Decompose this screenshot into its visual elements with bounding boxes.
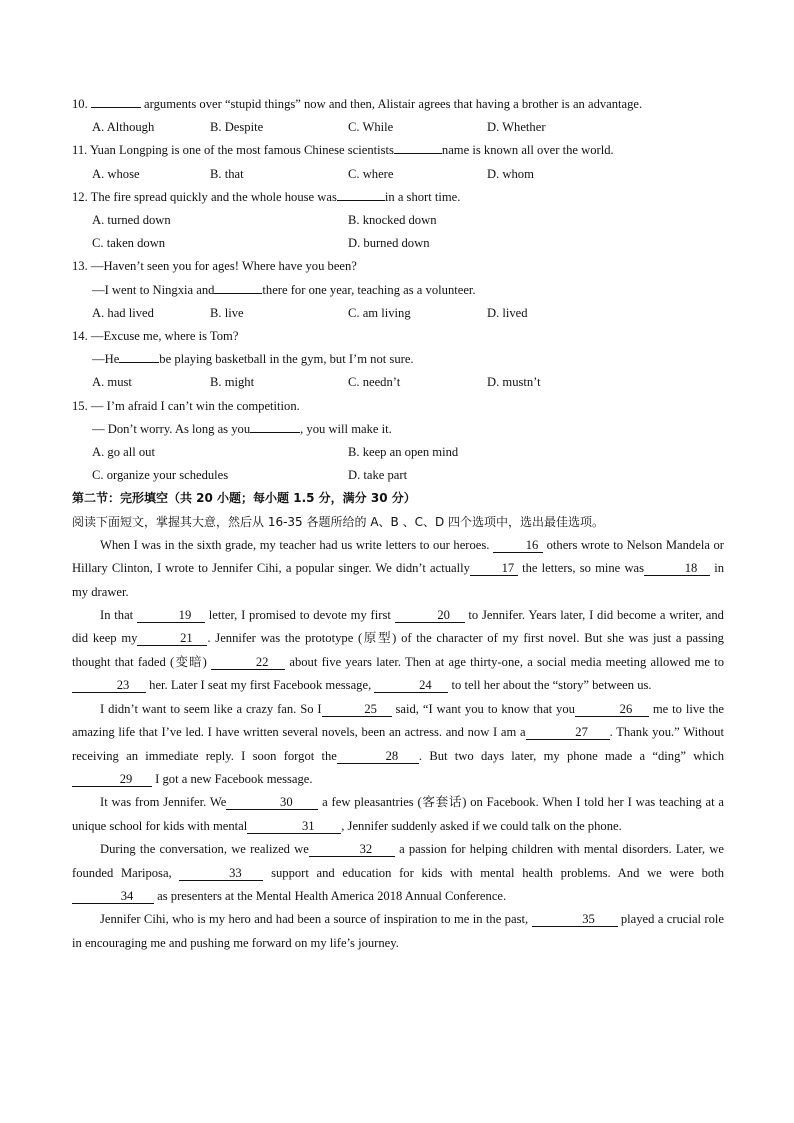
exam-page bbox=[72, 93, 724, 955]
option-a[interactable]: A. must bbox=[92, 375, 132, 390]
blank-22[interactable]: 22 bbox=[211, 655, 285, 670]
answer-blank[interactable] bbox=[214, 281, 262, 294]
blank-34[interactable]: 34 bbox=[72, 889, 154, 904]
blank-20[interactable]: 20 bbox=[395, 608, 465, 623]
option-d[interactable]: D. Whether bbox=[487, 120, 546, 135]
option-a[interactable]: A. had lived bbox=[92, 305, 154, 320]
passage-paragraph-6: Jennifer Cihi, who is my hero and had been a source of inspiration to me in the past, 35 played a crucial role in encouraging me and pushing me forward on my life’s journey. bbox=[72, 912, 725, 950]
option-b[interactable]: B. might bbox=[210, 375, 255, 390]
option-c[interactable]: C. organize your schedules bbox=[92, 468, 229, 483]
question-14: 14. —Excuse me, where is Tom? bbox=[72, 329, 239, 344]
blank-24[interactable]: 24 bbox=[374, 678, 448, 693]
question-text: 10. bbox=[72, 97, 91, 111]
answer-blank[interactable] bbox=[394, 141, 442, 154]
blank-21[interactable]: 21 bbox=[137, 631, 207, 646]
blank-32[interactable]: 32 bbox=[309, 842, 395, 857]
options-15-row2 bbox=[92, 464, 724, 487]
question-10 bbox=[72, 93, 724, 116]
question-text: —I went to Ningxia and bbox=[92, 282, 215, 297]
blank-35[interactable]: 35 bbox=[532, 912, 618, 927]
blank-30[interactable]: 30 bbox=[226, 795, 318, 810]
answer-blank[interactable] bbox=[91, 95, 141, 108]
blank-19[interactable]: 19 bbox=[137, 608, 205, 623]
option-a[interactable]: A. go all out bbox=[92, 445, 155, 460]
section-heading: 第二节：完形填空（共 20 小题；每小题 1.5 分，满分 30 分） bbox=[72, 491, 416, 506]
option-c[interactable]: C. where bbox=[348, 166, 394, 181]
question-text: name is known all over the world. bbox=[441, 143, 614, 158]
cloze-passage bbox=[72, 534, 724, 955]
question-11 bbox=[72, 139, 724, 162]
blank-26[interactable]: 26 bbox=[575, 702, 649, 717]
option-d[interactable]: D. mustn’t bbox=[487, 375, 541, 390]
question-text: , you will make it. bbox=[300, 421, 392, 436]
question-12 bbox=[72, 186, 724, 209]
option-b[interactable]: B. keep an open mind bbox=[348, 445, 459, 460]
option-d[interactable]: D. take part bbox=[348, 468, 408, 483]
question-text: be playing basketball in the gym, but I’m not sure. bbox=[159, 352, 414, 367]
options-12-row2 bbox=[92, 232, 724, 255]
blank-17[interactable]: 17 bbox=[470, 561, 518, 576]
blank-23[interactable]: 23 bbox=[72, 678, 146, 693]
answer-blank[interactable] bbox=[250, 420, 300, 433]
blank-25[interactable]: 25 bbox=[322, 702, 392, 717]
options-14 bbox=[92, 371, 724, 394]
options-10 bbox=[92, 116, 724, 139]
option-b[interactable]: B. Despite bbox=[210, 120, 264, 135]
option-b[interactable]: B. knocked down bbox=[348, 213, 437, 228]
question-15-reply bbox=[92, 418, 724, 441]
question-text: arguments over “stupid things” now and then, Alistair agrees that having a brother is an advantage. bbox=[140, 97, 643, 111]
question-text: 11. Yuan Longping is one of the most famous Chinese scientists bbox=[72, 143, 394, 158]
question-text: — Don’t worry. As long as you bbox=[92, 421, 251, 436]
question-13: 13. —Haven’t seen you for ages! Where have you been? bbox=[72, 259, 357, 274]
blank-31[interactable]: 31 bbox=[247, 819, 341, 834]
option-d[interactable]: D. whom bbox=[487, 166, 534, 181]
blank-27[interactable]: 27 bbox=[526, 725, 610, 740]
blank-18[interactable]: 18 bbox=[644, 561, 710, 576]
blank-33[interactable]: 33 bbox=[179, 866, 263, 881]
option-c[interactable]: C. taken down bbox=[92, 236, 166, 251]
question-text: there for one year, teaching as a volunteer. bbox=[262, 282, 476, 297]
option-c[interactable]: C. am living bbox=[348, 305, 411, 320]
question-13-reply bbox=[92, 279, 724, 302]
blank-29[interactable]: 29 bbox=[72, 772, 152, 787]
passage-paragraph-3: I didn’t want to seem like a crazy fan. So I 25 said, “I want you to know that you 26 me to live the amazing life that I’ve led. I have written several novels, been an actress. and now I am a 27 . Thank you.” Without receiving an immediate reply. I soon forgot the 28 . But two days later, my phone made a “ding” which29 I got a new Facebook message. bbox=[72, 701, 724, 786]
option-a[interactable]: A. Although bbox=[92, 120, 155, 135]
question-text: 12. The fire spread quickly and the whole house was bbox=[72, 189, 337, 204]
options-11 bbox=[92, 163, 724, 186]
question-text: —He bbox=[92, 352, 120, 367]
question-text: in a short time. bbox=[384, 189, 461, 204]
option-b[interactable]: B. live bbox=[210, 305, 244, 320]
passage-paragraph-5: During the conversation, we realized we 32 a passion for helping children with mental disorders. Later, we founded Mariposa, 33 support and education for kids with mental health problems. And we were both34 as presenters at the Mental Health America 2018 Annual Conference. bbox=[72, 842, 724, 903]
passage-paragraph-4: It was from Jennifer. We 30 a few pleasantries (客套话) on Facebook. When I told her I was teaching at a unique school for kids with mental 31 , Jennifer suddenly asked if we could talk on the phone. bbox=[72, 795, 724, 833]
passage-paragraph-1: When I was in the sixth grade, my teacher had us write letters to our heroes. 16 others wrote to Nelson Mandela or Hillary Clinton, I wrote to Jennifer Cihi, a popular singer. We didn’t actually 17 the letters, so mine was 18 in my drawer. bbox=[72, 537, 724, 599]
question-14-reply bbox=[92, 348, 724, 371]
blank-16[interactable]: 16 bbox=[493, 538, 543, 553]
passage-paragraph-2: In that 19 letter, I promised to devote my first 20 to Jennifer. Years later, I did become a writer, and did keep my 21 . Jennifer was the prototype (原型) of the character of my first novel. But she was just a passing thought that faded (变暗) 22 about five years later. Then at age thirty-one, a social media meeting allowed me to23 her. Later I seat my first Facebook message, 24 to tell her about the “story” between us. bbox=[72, 608, 724, 693]
section-instruction: 阅读下面短文，掌握其大意，然后从 16-35 各题所给的 A、B 、C、D 四个选项中，选出最佳选项。 bbox=[72, 514, 605, 529]
option-c[interactable]: C. needn’t bbox=[348, 375, 401, 390]
question-15: 15. — I’m afraid I can’t win the competition. bbox=[72, 398, 300, 413]
answer-blank[interactable] bbox=[337, 188, 385, 201]
option-a[interactable]: A. whose bbox=[92, 166, 140, 181]
option-d[interactable]: D. lived bbox=[487, 305, 528, 320]
option-c[interactable]: C. While bbox=[348, 120, 394, 135]
option-a[interactable]: A. turned down bbox=[92, 213, 171, 228]
option-b[interactable]: B. that bbox=[210, 166, 244, 181]
options-13 bbox=[92, 302, 724, 325]
options-15-row1 bbox=[92, 441, 724, 464]
blank-28[interactable]: 28 bbox=[337, 749, 419, 764]
option-d[interactable]: D. burned down bbox=[348, 236, 430, 251]
options-12-row1 bbox=[92, 209, 724, 232]
answer-blank[interactable] bbox=[119, 350, 159, 363]
